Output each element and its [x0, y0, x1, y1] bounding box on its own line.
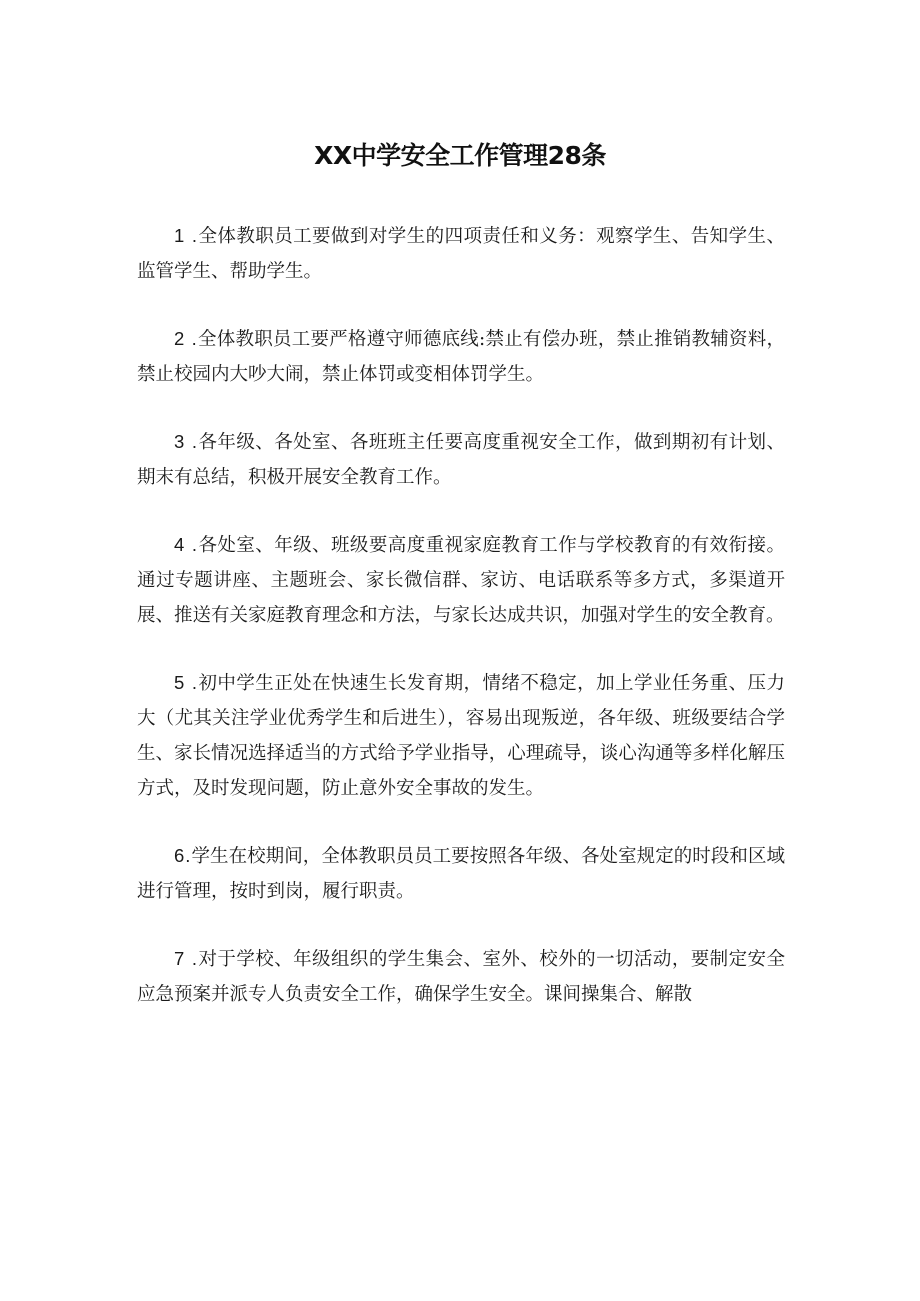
paragraph-number: 6	[174, 845, 186, 866]
paragraph-number: 3	[174, 431, 186, 452]
paragraph-text: 学生在校期间，全体教职员员工要按照各年级、各处室规定的时段和区域进行管理，按时到岗，履行职责。	[137, 846, 785, 902]
paragraph-separator: .	[185, 845, 192, 866]
paragraph-1	[137, 218, 785, 289]
paragraph-number: 1	[174, 225, 186, 246]
paragraph-text: 各处室、年级、班级要高度重视家庭教育工作与学校教育的有效衔接。通过专题讲座、主题班会、家长微信群、家访、电话联系等多方式，多渠道开展、推送有关家庭教育理念和方法，与家长达成共识，加强对学生的安全教育。	[137, 535, 785, 626]
paragraph-number: 5	[174, 672, 186, 693]
paragraph-7	[137, 941, 785, 1012]
paragraph-number: 2	[174, 328, 186, 349]
paragraph-separator: .	[185, 225, 199, 246]
paragraph-separator: .	[185, 948, 199, 969]
paragraph-number: 4	[174, 534, 186, 555]
paragraph-separator: .	[185, 328, 198, 349]
paragraph-3	[137, 424, 785, 495]
paragraph-6	[137, 838, 785, 909]
paragraph-4	[137, 527, 785, 633]
paragraph-5	[137, 665, 785, 806]
paragraph-separator: .	[185, 431, 199, 452]
document-body	[137, 218, 785, 1044]
document-title: XX中学安全工作管理28条	[314, 141, 606, 170]
paragraph-text: 对于学校、年级组织的学生集会、室外、校外的一切活动，要制定安全应急预案并派专人负责安全工作，确保学生安全。课间操集合、解散	[137, 949, 785, 1005]
paragraph-2	[137, 321, 785, 392]
paragraph-separator: .	[185, 672, 199, 693]
paragraph-number: 7	[174, 948, 186, 969]
paragraph-separator: .	[185, 534, 199, 555]
paragraph-text: 全体教职员工要严格遵守师德底线:禁止有偿办班，禁止推销教辅资料，禁止校园内大吵大闹，禁止体罚或变相体罚学生。	[137, 329, 785, 385]
paragraph-text: 初中学生正处在快速生长发育期，情绪不稳定，加上学业任务重、压力大（尤其关注学业优秀学生和后进生），容易出现叛逆，各年级、班级要结合学生、家长情况选择适当的方式给予学业指导，心理疏导，谈心沟通等多样化解压方式，及时发现问题，防止意外安全事故的发生。	[137, 673, 785, 799]
paragraph-text: 各年级、各处室、各班班主任要高度重视安全工作，做到期初有计划、期末有总结，积极开展安全教育工作。	[137, 432, 785, 488]
paragraph-text: 全体教职员工要做到对学生的四项责任和义务：观察学生、告知学生、监管学生、帮助学生。	[137, 226, 785, 282]
